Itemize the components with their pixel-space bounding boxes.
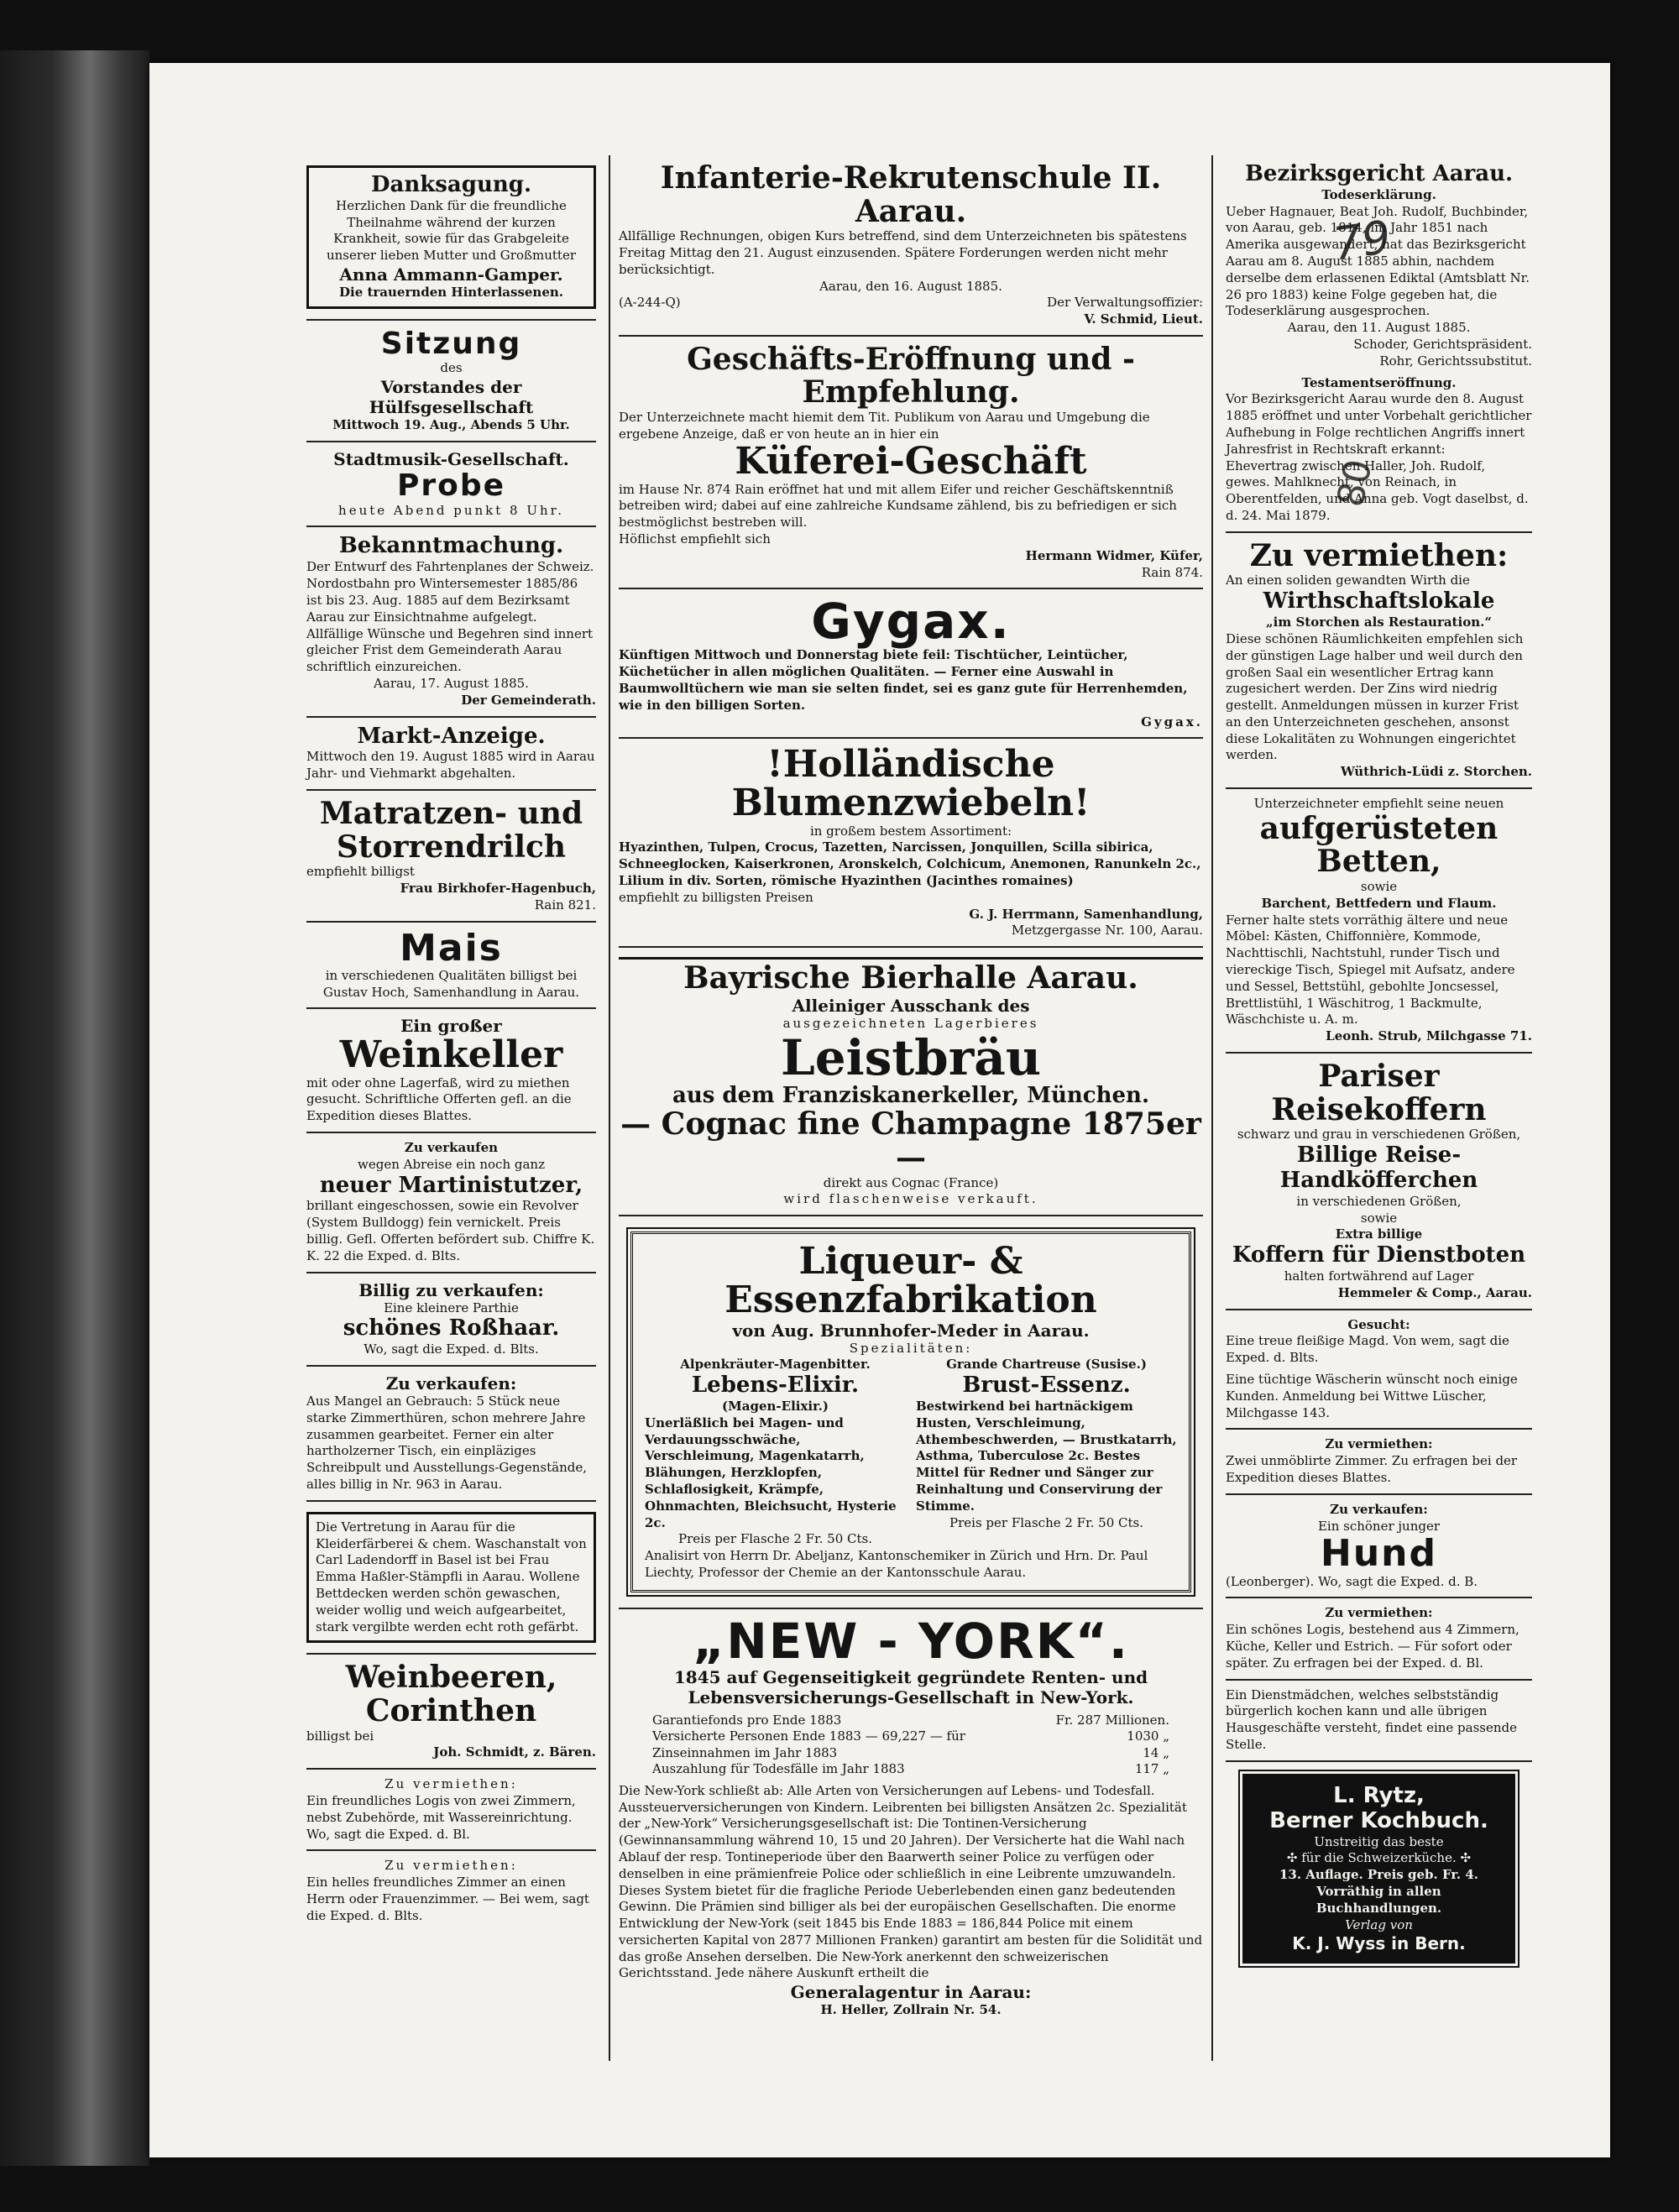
ad-sub: sowie [1360, 879, 1398, 895]
ad-agency: Generalagentur in Aarau: [790, 1982, 1032, 2003]
ad-pre: Zu vermiethen: [1325, 1436, 1433, 1452]
ad-kueferei [619, 337, 1203, 590]
ad-title: Hund [1321, 1532, 1437, 1576]
ad-title: Weinkeller [339, 1033, 563, 1077]
stats-table [652, 1713, 1169, 1778]
ad-date: Aarau, 17. August 1885. [374, 675, 529, 691]
ad-items: Barchent, Bettfedern und Flaum. [1261, 895, 1497, 911]
spec-left [645, 1357, 906, 1548]
ad-sub2: in verschiedenen Größen, [1296, 1193, 1462, 1209]
ad-from: aus dem Franziskanerkeller, München. [672, 1082, 1150, 1108]
ad-title: schönes Roßhaar. [343, 1315, 560, 1341]
ad-sub: Ein schöner junger [1317, 1518, 1441, 1534]
ad-direct: direkt aus Cognac (France) [823, 1174, 999, 1190]
ad-pre: Zu verkaufen: [1330, 1501, 1428, 1517]
ad-sign: Die trauernden Hinterlassenen. [338, 285, 564, 301]
ad-sub: Alleiniger Ausschank des [792, 995, 1030, 1016]
ad-zimmer [306, 1851, 596, 1931]
ad-sign: Hermann Widmer, Küfer, [1025, 547, 1203, 563]
ad-sign: Joh. Schmidt, z. Bären. [433, 1744, 596, 1760]
ad-text2: im Hause Nr. 874 Rain eröffnet hat und mit allem Eifer und reicher Geschäftskenntniß betreiben wird; dabei auf eine zahlreiche Kundsame zählend, bis zu befriedigen er sich bestmöglichst bestreben will. [619, 481, 1177, 531]
ad-probe: Probe [396, 468, 506, 504]
ad-zimmerthueren [306, 1367, 596, 1502]
ad-bezirksgericht [1226, 155, 1532, 533]
spec-top: Grande Chartreuse (Susise.) [946, 1357, 1147, 1373]
ad-sign: Leonh. Strub, Milchgasse 71. [1326, 1028, 1532, 1044]
ad-text: Die Vertretung in Aarau für die Kleiderfärberei & chem. Waschanstalt von Carl Ladendorff in Basel ist bei Frau Emma Haßler-Stämpfli in Aarau. Wollene Bettdecken werden schön gewaschen, weider wollig und weich aufgearbeitet, stark vergilbte werden echt roth gefärbt. [316, 1519, 587, 1634]
ad-mais [306, 923, 596, 1010]
ad-quote: „im Storchen als Restauration.“ [1266, 614, 1492, 630]
ad-stadtmusik [306, 442, 596, 527]
ad-title: Pariser Reisekoffern [1271, 1059, 1487, 1127]
ad-title: Wirthschaftslokale [1263, 588, 1495, 614]
ad-heading: Todeserklärung. [1321, 186, 1436, 202]
ad-sign: Rohr, Gerichtssubstitut. [1379, 353, 1532, 369]
ad-pre: Zu vermiethen: [384, 1776, 518, 1792]
divider [619, 957, 1203, 960]
liqueur-frame [630, 1232, 1191, 1592]
ad-text: Ein schönes Logis, bestehend aus 4 Zimmern, Küche, Keller und Estrich. — Für sofort oder später. Zu erfragen bei der Exped. d. Bl. [1226, 1622, 1519, 1671]
ad-title: Weinbeeren, Corinthen [345, 1660, 557, 1729]
table-row [652, 1761, 1169, 1778]
kb-publisher: K. J. Wyss in Bern. [1292, 1933, 1466, 1954]
ad-name: Anna Ammann-Gamper. [339, 264, 563, 285]
ad-magd [1226, 1310, 1532, 1430]
ad-title: neuer Martinistutzer, [319, 1172, 583, 1198]
ad-spec: Spezialitäten: [849, 1340, 973, 1356]
ad-text: in verschiedenen Qualitäten billigst bei Gustav Hoch, Samenhandlung in Aarau. [322, 967, 580, 1000]
ad-pre: Zu verkaufen: [385, 1373, 517, 1394]
ad-title: „NEW - YORK“. [693, 1612, 1129, 1670]
column-middle [609, 155, 1213, 2061]
ad-title: Danksagung. [370, 172, 531, 197]
ad-cognac: — Cognac fine Champagne 1875er — [620, 1106, 1201, 1176]
ad-bierhalle [619, 948, 1203, 1216]
ad-sign: V. Schmid, Lieut. [1084, 311, 1203, 327]
ad-betten [1226, 789, 1532, 1054]
ad-title: Bezirksgericht Aarau. [1244, 161, 1514, 186]
ad-when: Mittwoch 19. Aug., Abends 5 Uhr. [332, 417, 570, 433]
ad-title: Markt-Anzeige. [357, 723, 546, 749]
spec-text: Unerläßlich bei Magen- und Verdauungsschwäche, Verschleimung, Magenkatarrh, Blähungen, Herzklopfen, Schlaflosigkeit, Krämpfe, Ohnmachten, Bleichsucht, Hysterie 2c. [645, 1415, 897, 1530]
ad-bottle: wird flaschenweise verkauft. [783, 1191, 1038, 1207]
ad-sub: in großem bestem Assortiment: [809, 823, 1012, 839]
ad-addr: Rain 874. [1141, 564, 1203, 580]
ad-zimmer [1226, 1430, 1532, 1494]
ad-text: Hyazinthen, Tulpen, Crocus, Tazetten, Narcissen, Jonquillen, Scilla sibirica, Schneeglocken, Kaiserkronen, Aronskelch, Colchicum, Anemonen, Ranunkeln 2c., Lilium in div. Sorten, römische Hyazinthen (Jacinthes romaines) [619, 839, 1201, 889]
ad-org: Vorstandes der Hülfsgesellschaft [369, 377, 534, 418]
ad-text: Ein Dienstmädchen, welches selbstständig bürgerlich kochen kann und alle übrigen Hausgeschäfte versteht, findet eine passende Stelle. [1226, 1686, 1518, 1752]
ad-sub: schwarz und grau in verschiedenen Größen, [1237, 1127, 1521, 1143]
ad-addr: Rain 821. [534, 897, 596, 913]
ad-sub3: sowie [1360, 1210, 1398, 1226]
ad-newyork [619, 1608, 1203, 2026]
ad-sub: wegen Abreise ein noch ganz [358, 1156, 545, 1172]
kb-title: Berner Kochbuch. [1269, 1807, 1488, 1833]
ad-text: empfiehlt billigst [306, 864, 415, 880]
ad-dienstmaedchen [1226, 1681, 1532, 1762]
kb-line: Verlag von [1345, 1917, 1413, 1932]
ad-pre: Zu verkaufen [404, 1139, 499, 1155]
row-label: Versicherte Personen Ende 1883 — 69,227 — für [652, 1728, 965, 1744]
ad-pre: Gesucht: [1347, 1316, 1410, 1332]
spec-price: Preis per Flasche 2 Fr. 50 Cts. [949, 1514, 1143, 1530]
ad-sub: An einen soliden gewandten Wirth die [1226, 573, 1470, 588]
ad-text: Aus Mangel an Gebrauch: 5 Stück neue starke Zimmerthüren, schon mehrere Jahre zusammen gearbeitet. Ferner ein alter hartholzerner Tisch, ein einpläziges Schreibpult und Ausstellungs-Gegenstände, alles billig in Nr. 963 in Aarau. [306, 1394, 587, 1493]
ad-sign: Gygax. [1141, 714, 1203, 729]
ad-title: Bekanntmachung. [338, 533, 564, 559]
ad-pre: Zu vermiethen: [384, 1858, 518, 1874]
row-value: Fr. 287 Millionen. [1055, 1712, 1169, 1728]
ad-greet: Höflichst empfiehlt sich [619, 531, 771, 547]
ad-kochbuch [1226, 1762, 1532, 1976]
ad-text: Die New-York schließt ab: Alle Arten von Versicherungen auf Lebens- und Todesfall. Aussteuerversicherungen von Kindern. Leibrenten bei billigsten Ansätzen 2c. Spezialität der „New-York“ Versicherungsgesellschaft ist: Die Tontinen-Versicherung (Gewinnansammlung während 10, 15 und 20 Jahren). Der Versicherte hat die Wahl nach Ablauf der resp. Tontineperiode über den Baarwerth seiner Police zu verfügen oder denselben in eine prämienfreie Police oder schließlich in eine Leibrente umzuwandeln. Dieses System bietet für die fragliche Periode Ueberlebenden einen ganz bedeutenden Gewinn. Die Prämien sind billiger als bei der europäischen Gesellschaften. Die enorme Entwicklung der New-York (seit 1845 bis Ende 1883 = 186,844 Police mit einem versicherten Kapital von 2877 Millionen Franken) garantirt am besten für die Solidität und das große Ansehen derselben. Die New-York anerkennt den schweizerischen Gerichtsstand. Jede nähere Auskunft ertheilt die [619, 1782, 1203, 1981]
ad-title: Gygax. [811, 593, 1011, 651]
ad-faerberei [306, 1502, 596, 1655]
ad-wirthschaft [1226, 533, 1532, 789]
row-label: Zinseinnahmen im Jahr 1883 [652, 1744, 838, 1760]
ad-weinbeeren [306, 1655, 596, 1770]
ad-pre: Zu vermiethen: [1249, 537, 1509, 573]
kb-line: Unstreitig das beste [1314, 1833, 1444, 1849]
ad-text2: Eine tüchtige Wäscherin wünscht noch einige Kunden. Anmeldung bei Wittwe Lüscher, Milchgasse 143. [1226, 1372, 1518, 1420]
spec-title: Lebens-Elixir. [691, 1373, 860, 1399]
ad-beer: Leistbräu [780, 1028, 1042, 1086]
ad-sub: Eine kleinere Parthie [384, 1299, 519, 1315]
spec-text: Bestwirkend bei hartnäckigem Husten, Verschleimung, Athembeschwerden, — Brustkatarrh, Asthma, Tuberculose 2c. Bestes Mittel für Redner und Sänger zur Reinhaltung und Conservirung der Stimme. [916, 1399, 1177, 1514]
ad-text: Zwei unmöblirte Zimmer. Zu erfragen bei der Expedition dieses Blattes. [1226, 1453, 1518, 1486]
ad-text: mit oder ohne Lagerfaß, wird zu miethen gesucht. Schriftliche Offerten gefl. an die Expedition dieses Blattes. [306, 1075, 572, 1124]
ad-title: Infanterie-Rekrutenschule II. Aarau. [660, 160, 1162, 229]
ad-liqueur [619, 1216, 1203, 1608]
book-binding [0, 50, 149, 2166]
ad-danksagung [306, 155, 596, 321]
ad-text: halten fortwährend auf Lager [1284, 1268, 1474, 1284]
ad-title: !Holländische Blumenzwiebeln! [731, 743, 1091, 825]
row-label: Garantiefonds pro Ende 1883 [652, 1712, 842, 1728]
ad-title2: Billige Reise-Handköfferchen [1279, 1143, 1478, 1193]
ad-text: Der Entwurf des Fahrtenplanes der Schweiz. Nordostbahn pro Wintersemester 1885/86 ist bis 23. Aug. 1885 auf dem Bezirksamt Aarau zur Einsichtnahme aufgelegt. Allfällige Wünsche und Begehren sind innert gleicher Frist dem Gemeinderath Aarau schriftlich einzureichen. [306, 559, 594, 675]
table-row [652, 1728, 1169, 1745]
ad-text: Ehevertrag zwischen Haller, Joh. Rudolf, gewes. Mahlknecht, von Reinach, in Oberentfelden, und Anna geb. Vogt daselbst, d. d. 24. Mai 1879. [1226, 458, 1529, 524]
ad-pre: Billig zu verkaufen: [358, 1279, 544, 1300]
kb-line: Vorräthig in allen Buchhandlungen. [1315, 1883, 1442, 1916]
ad-sign: Hemmeler & Comp., Aarau. [1337, 1284, 1532, 1300]
ad-title: Bayrische Bierhalle Aarau. [683, 960, 1138, 996]
ad-infanterie [619, 155, 1203, 337]
ad-heading: Testamentseröffnung. [1301, 374, 1457, 390]
ad-text: Ferner halte stets vorräthig ältere und neue Möbel: Kästen, Chiffonnière, Kommode, Nachttischli, Nachtstuhl, runder Tisch und viereckige Tisch, Spiegel mit Aufsatz, andere und Sessel, Bettstühl, gebohlte Joncsessel, Brettlistühl, 1 Wäschitrog, 1 Backmulte, Wäschchiste u. A. m. [1226, 912, 1515, 1028]
ad-gygax [619, 589, 1203, 739]
ad-martinistutzer [306, 1133, 596, 1273]
ad-logis [306, 1770, 596, 1851]
ad-text: billigst bei [306, 1728, 374, 1744]
table-row [652, 1713, 1169, 1729]
ad-sub: 1845 auf Gegenseitigkeit gegründete Renten- und Lebensversicherungs-Gesellschaft in New-York. [673, 1666, 1148, 1707]
kochbuch-box [1242, 1774, 1515, 1964]
ad-logis [1226, 1598, 1532, 1680]
spec-top: Alpenkräuter-Magenbitter. [680, 1357, 871, 1373]
pencil-mark: 80 [1329, 455, 1381, 511]
ad-title: aufgerüsteten Betten, [1259, 810, 1499, 880]
ad-text: Mittwoch den 19. August 1885 wird in Aarau Jahr- und Viehmarkt abgehalten. [306, 749, 595, 782]
ad-text: Wo, sagt die Exped. d. Blts. [364, 1341, 539, 1357]
ad-text: Diese schönen Räumlichkeiten empfehlen sich der günstigen Lage halber und weil durch den großen Saal ein wesentlicher Ertrag kann zugesichert werden. Der Zins wird niedrig gestellt. Anmeldungen müssen in kurzer Frist an den Unterzeichneten geschehen, ansonst diese Lokalitäten zu Wohnungen eingerichtet werden. [1226, 630, 1524, 763]
ad-hund [1226, 1495, 1532, 1599]
column-right [1226, 155, 1532, 1975]
ad-rosshaar [306, 1273, 596, 1367]
ad-sitzung [306, 321, 596, 442]
ad-pre: Ein großer [400, 1016, 502, 1037]
ad-blumenzwiebeln [619, 739, 1203, 948]
ad-markt [306, 718, 596, 791]
ad-text: Allfällige Rechnungen, obigen Kurs betreffend, sind dem Unterzeichneten bis spätestens Freitag Mittag den 21. August einzusenden. Spätere Forderungen werden nicht mehr berücksichtigt. [619, 228, 1187, 277]
ad-text: Der Unterzeichnete macht hiemit dem Tit. Publikum von Aarau und Umgebung die ergebene Anzeige, daß er von heute an in hier ein [619, 409, 1150, 442]
ad-title3: Koffern für Dienstboten [1232, 1242, 1526, 1268]
ad-sub4: Extra billige [1335, 1226, 1423, 1242]
ad-analyse: Analisirt von Herrn Dr. Abeljanz, Kantonschemiker in Zürich und Hrn. Dr. Paul Liechty, Professor der Chemie an der Kantonsschule Aarau. [645, 1548, 1148, 1581]
row-value: 14 „ [1143, 1744, 1169, 1760]
ad-title: Liqueur- & Essenzfabrikation [724, 1240, 1097, 1322]
ad-text2: empfiehlt zu billigsten Preisen [619, 889, 813, 905]
ad-title: Geschäfts-Eröffnung und -Empfehlung. [687, 341, 1135, 411]
ad-date: Aarau, den 16. August 1885. [819, 278, 1002, 294]
kb-line: 13. Auflage. Preis geb. Fr. 4. [1279, 1867, 1479, 1883]
row-label: Auszahlung für Todesfälle im Jahr 1883 [652, 1761, 905, 1777]
ad-sign: G. J. Herrmann, Samenhandlung, [969, 906, 1203, 922]
ad-text: des [440, 360, 463, 376]
ad-text: brillant eingeschossen, sowie ein Revolver (System Bulldogg) fein vernickelt. Preis billig. Gefl. Offerten befördert sub. Chiffre K. K. 22 die Exped. d. Blts. [306, 1198, 595, 1263]
column-left [306, 155, 596, 1932]
spec-title: Brust-Essenz. [962, 1373, 1131, 1399]
handwritten-page-number: 79 [1329, 210, 1394, 271]
ad-pre: Zu vermiethen: [1325, 1605, 1433, 1621]
ad-text: Eine treue fleißige Magd. Von wem, sagt die Exped. d. Blts. [1226, 1333, 1509, 1366]
mourning-box [306, 165, 596, 309]
kb-line: ✣ für die Schweizerküche. ✣ [1286, 1850, 1472, 1866]
ad-text: Künftigen Mittwoch und Donnerstag biete feil: Tischtücher, Leintücher, Küchetücher in allen möglichen Qualitäten. — Ferner eine Auswahl in Baumwolltüchern wie man sie selten findet, sei es ganz gute für Herrenhemden, wie in den billigen Sorten. [619, 647, 1188, 713]
ad-sign: H. Heller, Zollrain Nr. 54. [820, 2002, 1002, 2018]
ad-code: (A-244-Q) [619, 295, 681, 311]
ad-matratzen [306, 791, 596, 923]
ad-bekanntmachung [306, 527, 596, 717]
ad-sign: Frau Birkhofer-Hagenbuch, [400, 880, 596, 896]
ad-sign: Schoder, Gerichtspräsident. [1353, 337, 1532, 353]
table-row [652, 1745, 1169, 1762]
ad-sign: Wüthrich-Lüdi z. Storchen. [1340, 764, 1532, 780]
ad-when: heute Abend punkt 8 Uhr. [338, 502, 564, 518]
ad-date: Aarau, den 11. August 1885. [1287, 320, 1471, 336]
ad-text: Ein freundliches Logis von zwei Zimmern, nebst Zubehörde, mit Wassereinrichtung. Wo, sagt die Exped. d. Bl. [306, 1793, 576, 1842]
spec-columns [645, 1357, 1177, 1548]
ad-role: Der Verwaltungsoffizier: [1047, 295, 1203, 311]
ad-addr: Metzgergasse Nr. 100, Aarau. [1011, 923, 1203, 939]
ad-title: Stadtmusik-Gesellschaft. [333, 449, 569, 470]
ad-text: Ueber Hagnauer, Beat Joh. Rudolf, Buchbinder, von Aarau, geb. 1814, im Jahr 1851 nach Amerika ausgewandert, hat das Bezirksgericht Aarau am 8. August 1885 abhin, nachdem derselbe dem erlassenen Ediktal (Amtsblatt Nr. 26 pro 1883) keine Folge gegeben hat, die Todeserklärung ausgesprochen. [1226, 203, 1530, 319]
ad-sub2: ausgezeichneten Lagerbieres [782, 1015, 1039, 1031]
spec-sub: (Magen-Elixir.) [722, 1399, 829, 1415]
ad-box [306, 1512, 596, 1644]
ad-text: (Leonberger). Wo, sagt die Exped. d. B. [1226, 1573, 1478, 1589]
kb-author: L. Rytz, [1333, 1782, 1425, 1808]
ad-text: Herzlichen Dank für die freundliche Theilnahme während der kurzen Krankheit, sowie für das Grabgeleite unserer lieben Mutter und Großmutter [326, 197, 577, 264]
ad-pre: Unterzeichneter empfiehlt seine neuen [1253, 796, 1504, 812]
ad-by: von Aug. Brunnhofer-Meder in Aarau. [732, 1320, 1090, 1341]
spec-price: Preis per Flasche 2 Fr. 50 Cts. [678, 1531, 872, 1547]
ad-sign: Der Gemeinderath. [461, 692, 596, 708]
ad-text: Ein helles freundliches Zimmer an einen Herrn oder Frauenzimmer. — Bei wem, sagt die Exped. d. Blts. [306, 1875, 589, 1923]
ad-title: Matratzen- und Storrendrilch [319, 796, 583, 865]
row-value: 1030 „ [1127, 1728, 1169, 1744]
ad-weinkeller [306, 1009, 596, 1133]
row-value: 117 „ [1134, 1761, 1169, 1777]
ad-title: Mais [400, 926, 503, 970]
ad-big: Küferei-Geschäft [735, 440, 1087, 484]
ad-title: Sitzung [380, 326, 522, 361]
spec-right [916, 1357, 1177, 1548]
ad-footer [619, 295, 1203, 311]
ad-koffer [1226, 1054, 1532, 1310]
ad-text: Vor Bezirksgericht Aarau wurde den 8. August 1885 eröffnet und unter Vorbehalt gerichtlicher Aufhebung in Folge rechtlichen Angriffs innert Jahresfrist in Rechtskraft erkannt: [1226, 391, 1532, 457]
